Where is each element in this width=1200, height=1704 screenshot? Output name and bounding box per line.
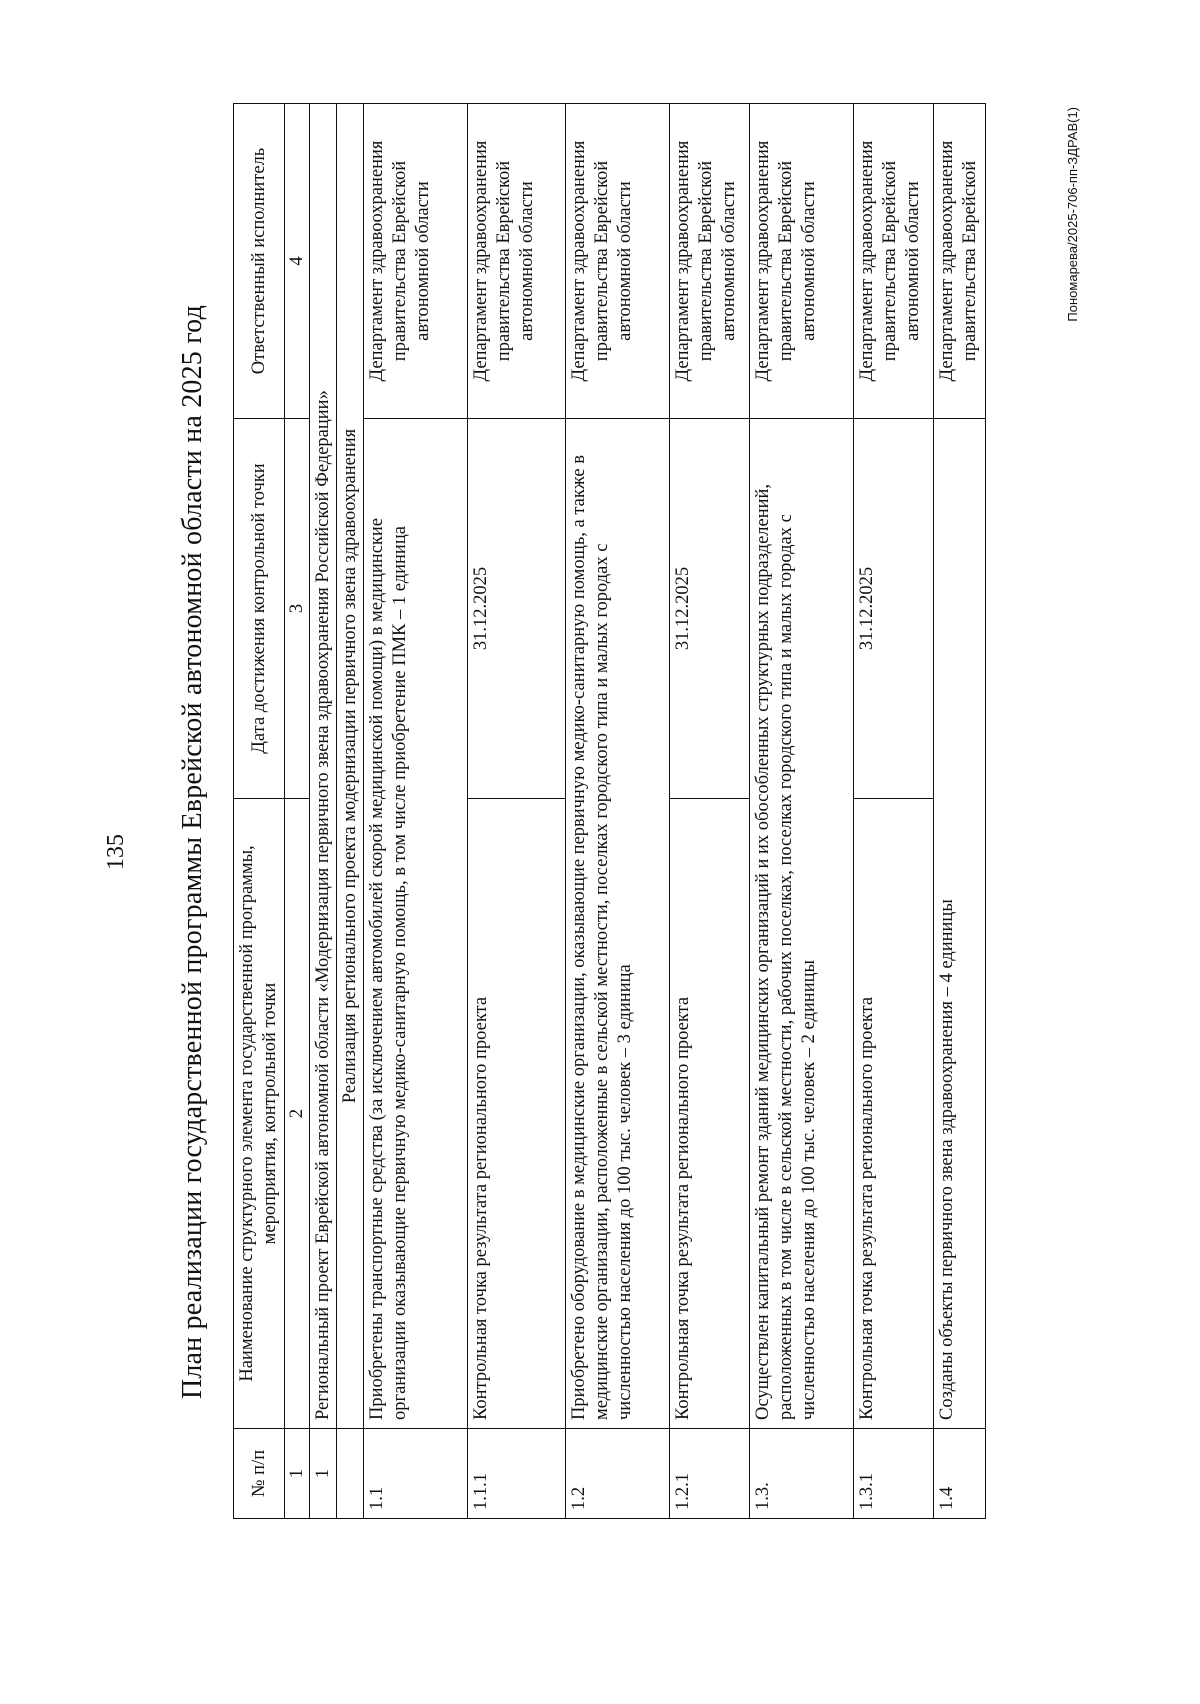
row-name: Контрольная точка результата регионального проекта: [854, 799, 934, 1429]
col-number: 2: [285, 799, 310, 1429]
row-executor: Департамент здравоохранения правительства Еврейской автономной области: [750, 104, 854, 419]
page-number: 135: [103, 834, 129, 870]
col-number: 3: [285, 419, 310, 799]
col-number: 4: [285, 104, 310, 419]
project-row: [310, 104, 337, 1519]
table-row: [854, 104, 934, 1519]
row-num: 1.1: [364, 1429, 468, 1519]
row-name: Приобретено оборудование в медицинские организации, оказывающие первичную медико-санитарную помощь, а также в медицинские организации, расположенные в сельской местности, поселках городского типа и малых городах с численностью населения до 100 тыс. человек – 3 единица: [566, 419, 670, 1429]
header-executor: Ответственный исполнитель: [234, 104, 285, 419]
row-num: 1.3.: [750, 1429, 854, 1519]
table-row: [670, 104, 750, 1519]
subheader-row: [337, 104, 364, 1519]
row-num: 1.4: [934, 1429, 986, 1519]
header-date: Дата достижения контрольной точки: [234, 419, 285, 799]
row-date: 31.12.2025: [854, 419, 934, 799]
row-name: Контрольная точка результата регионального проекта: [468, 799, 566, 1429]
row-name: Приобретены транспортные средства (за исключением автомобилей скорой медицинской помощи) в медицинские организации оказывающие первичную медико-санитарную помощь, в том числе приобретение ПМК – 1 единица: [364, 419, 468, 1429]
header-num: № п/п: [234, 1429, 285, 1519]
subheader-title: Реализация регионального проекта модернизации первичного звена здравоохранения: [337, 104, 364, 1429]
row-name: Осуществлен капитальный ремонт зданий медицинских организаций и их обособленных структурных подразделений, расположенных в том числе в сельской местности, рабочих поселках, поселках городского типа и малых городах с численностью населения до 100 тыс. человек – 2 единицы: [750, 419, 854, 1429]
row-name: Созданы объекты первичного звена здравоохранения – 4 единицы: [934, 419, 986, 1429]
col-number: 1: [285, 1429, 310, 1519]
row-executor: Департамент здравоохранения правительства Еврейской автономной области: [566, 104, 670, 419]
row-executor: Департамент здравоохранения правительства Еврейской автономной области: [364, 104, 468, 419]
row-executor: Департамент здравоохранения правительства Еврейской автономной области: [468, 104, 566, 419]
subheader-empty-cell: [337, 1429, 364, 1519]
header-row: [234, 104, 285, 1519]
project-title: Региональный проект Еврейской автономной области «Модернизация первичного звена здравоохранения Российской Федерации»: [310, 104, 337, 1429]
table-row: [566, 104, 670, 1519]
row-name: Контрольная точка результата регионального проекта: [670, 799, 750, 1429]
row-executor: Департамент здравоохранения правительства Еврейской автономной области: [670, 104, 750, 419]
row-date: 31.12.2025: [670, 419, 750, 799]
table-row: [750, 104, 854, 1519]
row-executor: Департамент здравоохранения правительства Еврейской автономной области: [854, 104, 934, 419]
implementation-plan-table: [233, 103, 986, 1519]
table-row: [468, 104, 566, 1519]
document-footer-code: Пономарева/2025-706-пп-ЗДРАВ(1): [1065, 107, 1080, 322]
table-row: [934, 104, 986, 1519]
row-num: 1.3.1: [854, 1429, 934, 1519]
column-number-row: [285, 104, 310, 1519]
row-num: 1.1.1: [468, 1429, 566, 1519]
row-num: 1.2.1: [670, 1429, 750, 1519]
row-num: 1.2: [566, 1429, 670, 1519]
table-row: [364, 104, 468, 1519]
row-executor: Департамент здравоохранения правительства Еврейской: [934, 104, 986, 419]
project-num: 1: [310, 1429, 337, 1519]
rotated-landscape-content: [93, 57, 1107, 1647]
document-title: План реализации государственной программы Еврейской автономной области на 2025 год: [177, 304, 208, 1400]
header-name: Наименование структурного элемента государственной программы, мероприятия, контрольной точки: [234, 799, 285, 1429]
row-date: 31.12.2025: [468, 419, 566, 799]
